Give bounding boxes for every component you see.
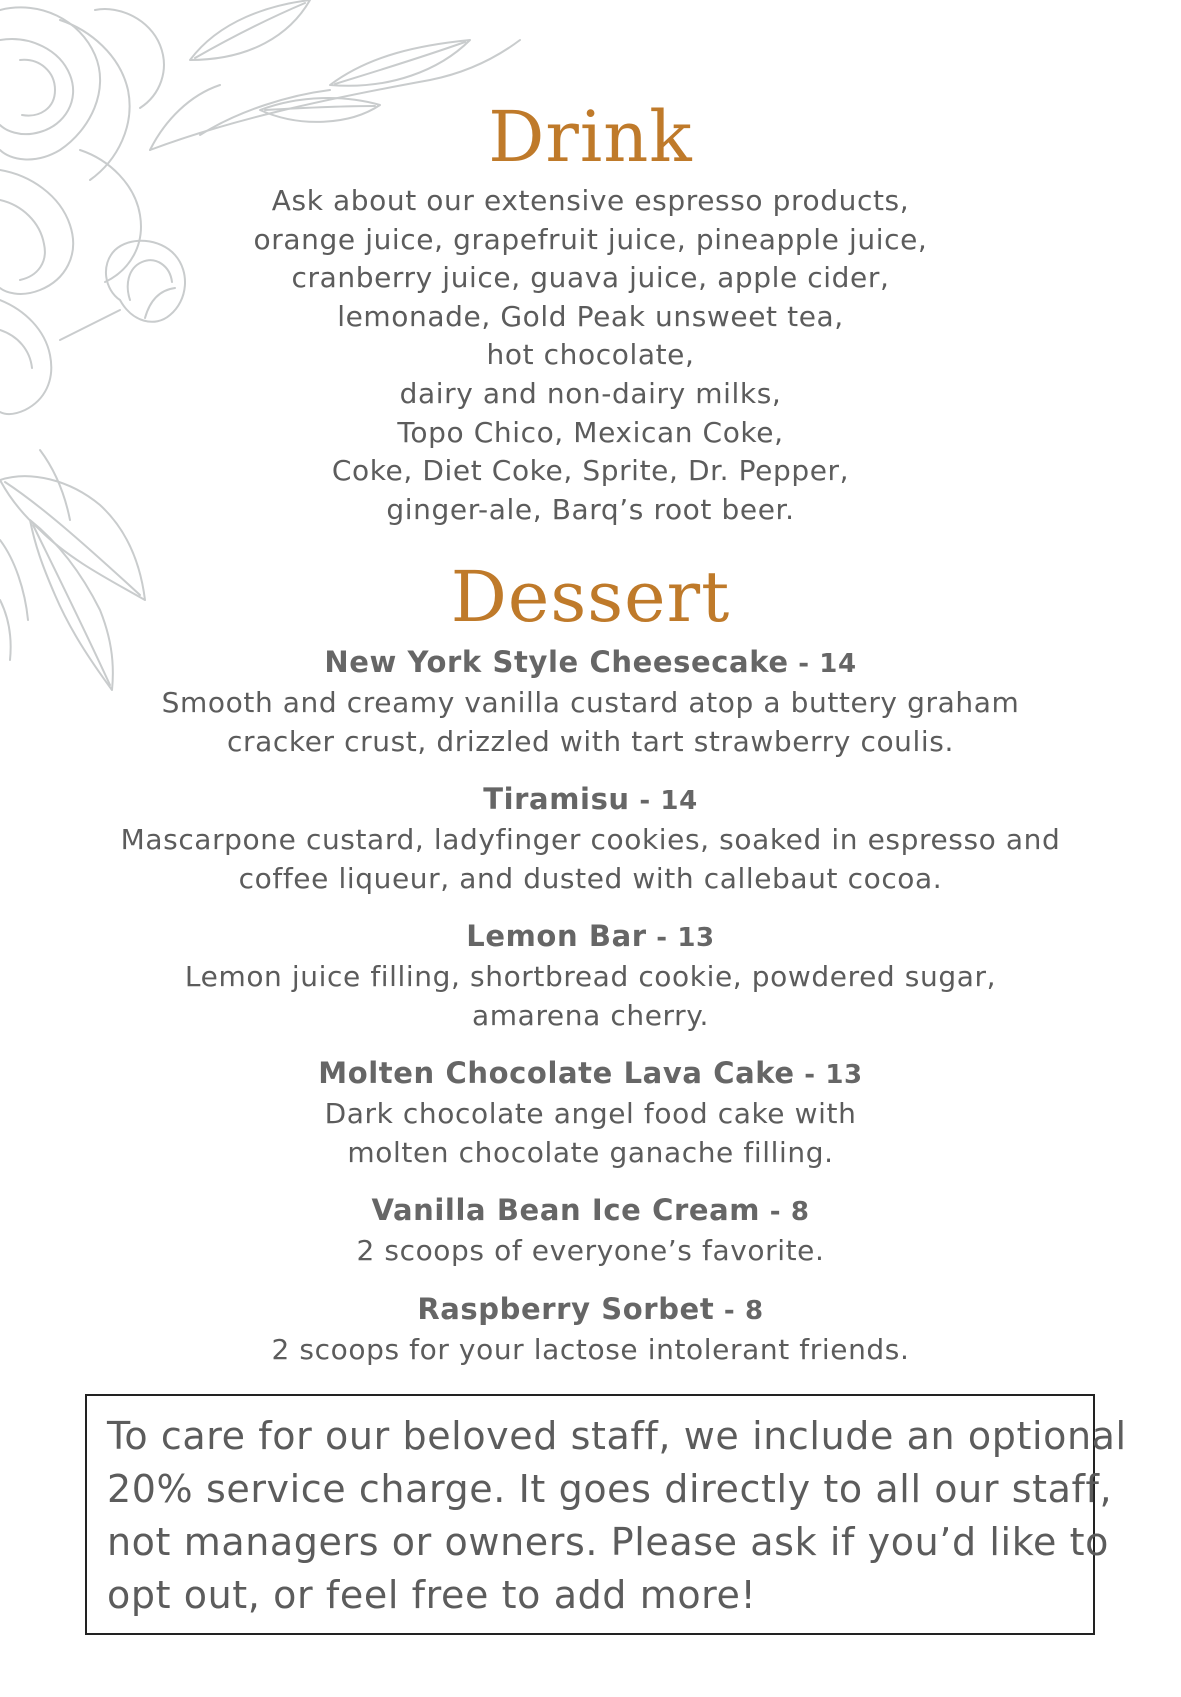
dessert-item [0,916,1181,1035]
dessert-item-heading [0,779,1181,821]
dessert-description [0,1095,1181,1172]
dessert-description [0,1232,1181,1271]
drink-line: Coke, Diet Coke, Sprite, Dr. Pepper, [331,454,850,488]
dessert-description [0,1331,1181,1370]
drink-line: hot chocolate, [486,338,695,372]
dessert-description [0,684,1181,761]
dessert-item [0,1289,1181,1370]
dessert-description-line: Lemon juice filling, shortbread cookie, powdered sugar, [184,960,997,993]
dessert-name: Molten Chocolate Lava Cake [318,1056,795,1090]
dessert-description [0,958,1181,1035]
dessert-name: New York Style Cheesecake [324,645,789,679]
dessert-item [0,779,1181,898]
dessert-name: Raspberry Sorbet [417,1291,715,1326]
dessert-description-line: 2 scoops of everyone’s favorite. [356,1234,825,1267]
drink-line: ginger-ale, Barq’s root beer. [386,492,795,526]
dessert-description-line: Dark chocolate angel food cake with [324,1097,857,1130]
dessert-item-heading [0,1053,1181,1095]
dessert-item-heading [0,642,1181,684]
dessert-price: - 13 [794,1060,863,1090]
drink-line: dairy and non-dairy milks, [399,376,782,410]
dessert-item-heading [0,1289,1181,1331]
dessert-item [0,642,1181,761]
drink-heading: Drink [488,96,693,178]
drink-line: orange juice, grapefruit juice, pineapple juice, [253,222,928,256]
dessert-description-line: cracker crust, drizzled with tart strawberry coulis. [227,724,954,758]
dessert-name: Lemon Bar [466,919,647,953]
drink-line: Ask about our extensive espresso products, [271,184,910,217]
dessert-price: - 8 [760,1197,810,1227]
dessert-heading: Dessert [450,556,731,638]
drink-line: Topo Chico, Mexican Coke, [397,415,784,449]
notice-line: To care for our beloved staff, we include an optional [107,1414,1127,1458]
dessert-description-line: 2 scoops for your lactose intolerant friends. [271,1332,910,1366]
drink-list [0,182,1181,529]
dessert-item [0,1190,1181,1271]
dessert-description-line: molten chocolate ganache filling. [347,1135,834,1169]
dessert-description-line: Mascarpone custard, ladyfinger cookies, soaked in espresso and [120,823,1061,856]
dessert-description-line: Smooth and creamy vanilla custard atop a buttery graham [161,686,1020,719]
dessert-item-heading [0,1190,1181,1232]
dessert-item-heading [0,916,1181,958]
dessert-description-line: amarena cherry. [472,998,709,1032]
notice-line: opt out, or feel free to add more! [107,1573,757,1617]
dessert-list [0,642,1181,1387]
notice-line: 20% service charge. It goes directly to all our staff, [107,1467,1113,1511]
notice-line: not managers or owners. Please ask if you’d like to [107,1520,1109,1564]
dessert-price: - 8 [714,1295,764,1326]
dessert-name: Vanilla Bean Ice Cream [371,1193,761,1227]
dessert-description [0,821,1181,898]
dessert-item [0,1053,1181,1172]
dessert-price: - 14 [788,649,857,679]
dessert-name: Tiramisu [483,782,630,816]
dessert-price: - 14 [629,786,698,816]
dessert-price: - 13 [646,923,715,953]
drink-line: cranberry juice, guava juice, apple cider, [291,261,890,295]
drink-line: lemonade, Gold Peak unsweet tea, [337,299,844,333]
dessert-description-line: coffee liqueur, and dusted with callebaut cocoa. [238,861,943,895]
service-charge-notice [85,1394,1127,1635]
